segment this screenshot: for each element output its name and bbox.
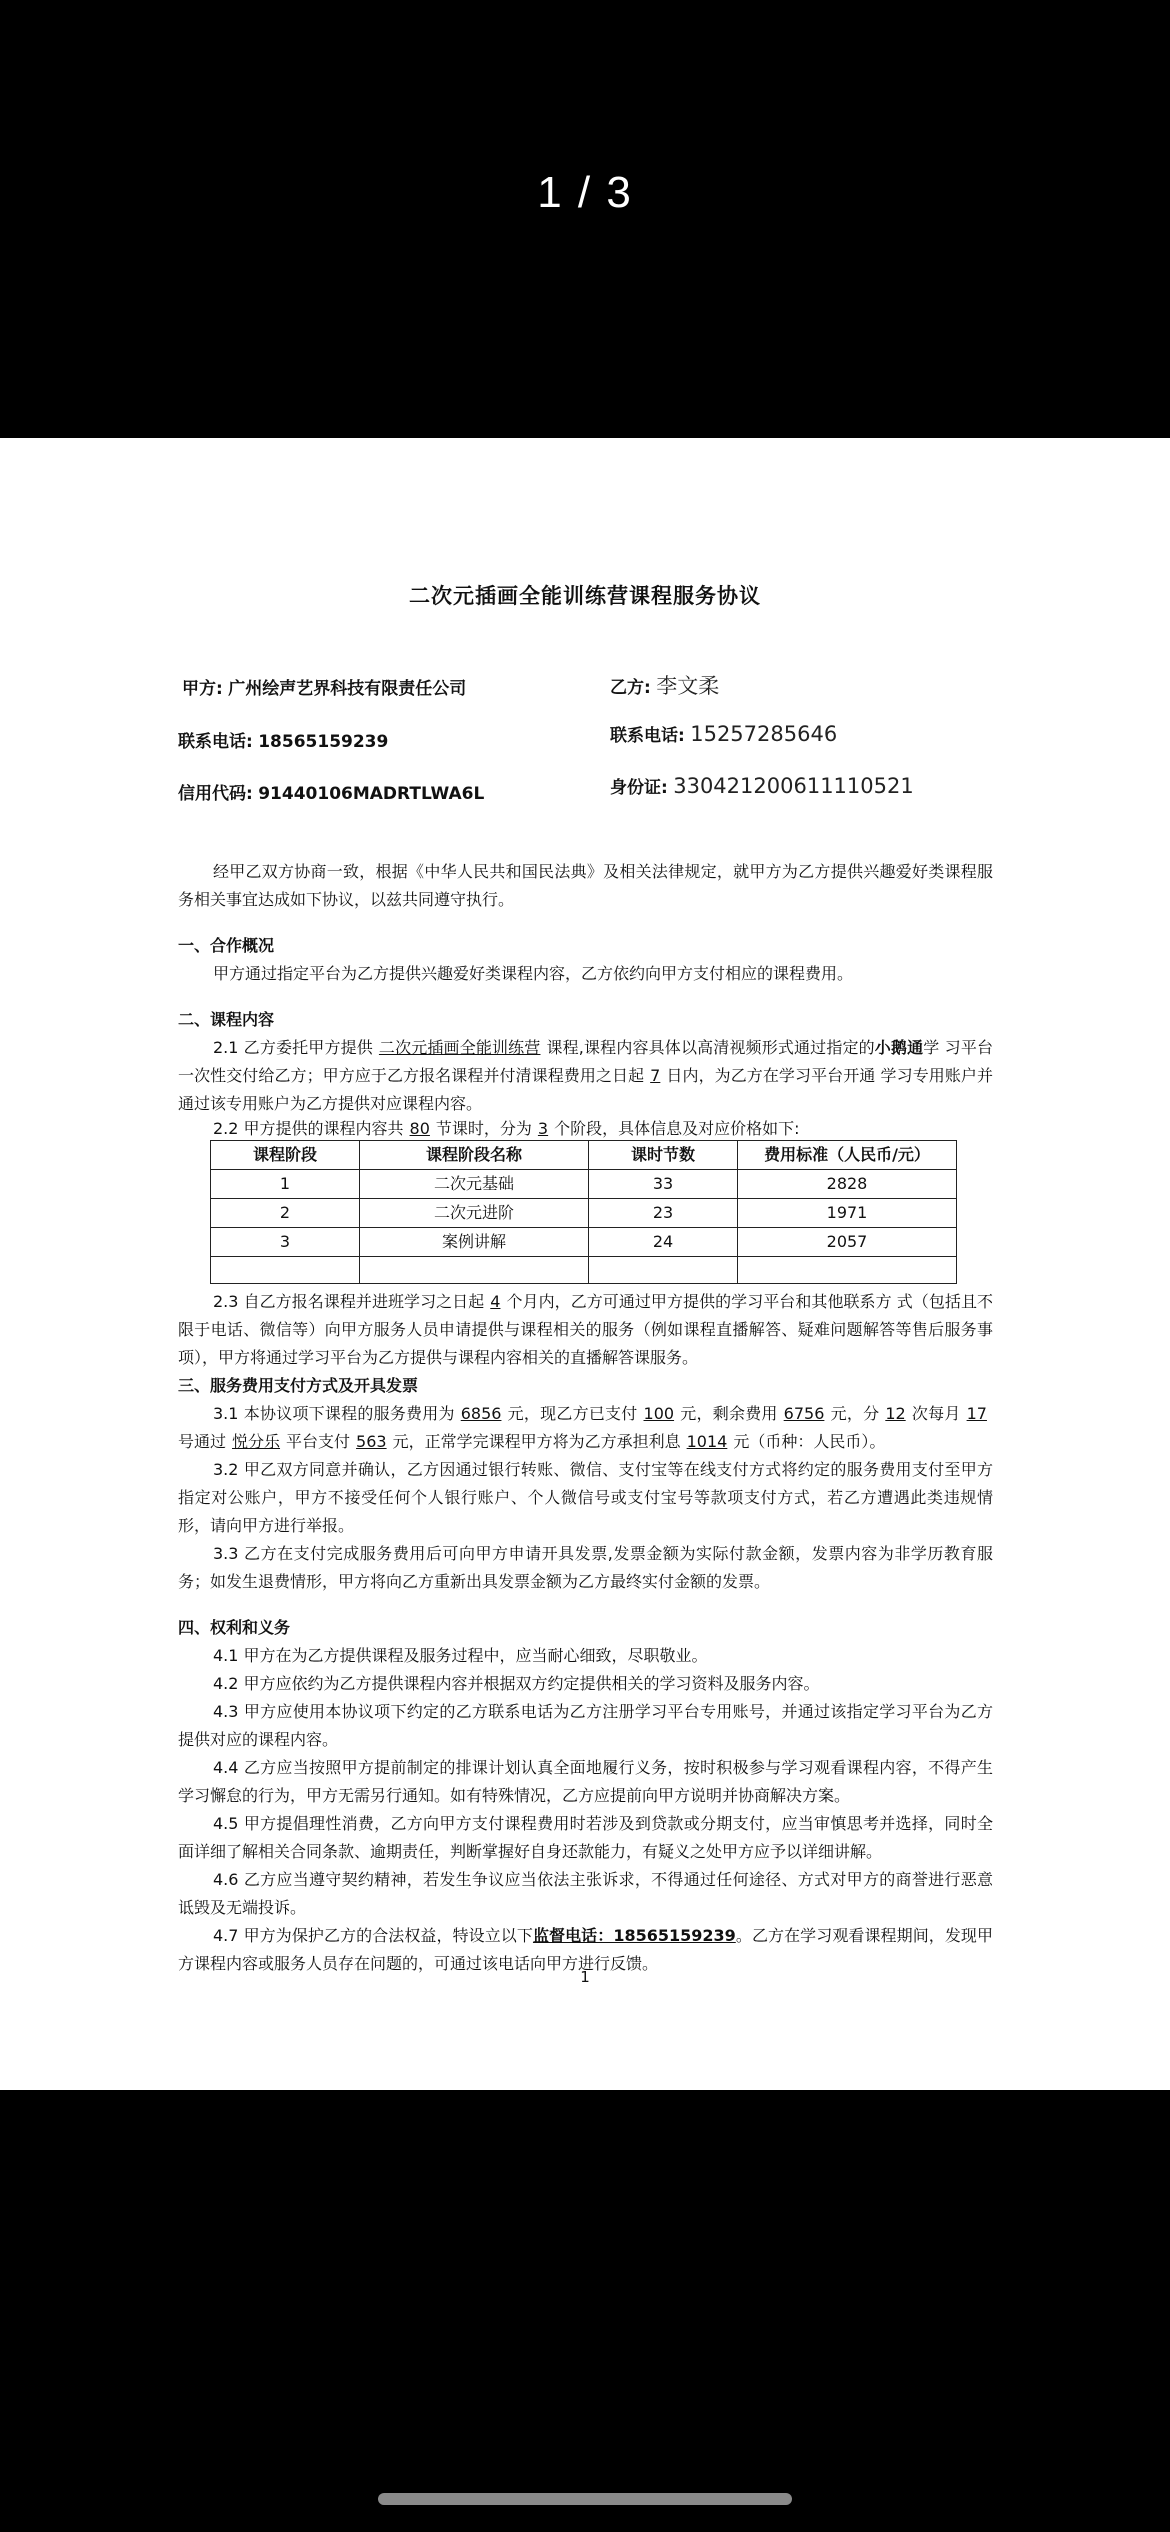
clause-3-2: 3.2 甲乙双方同意并确认，乙方因通过银行转账、微信、支付宝等在线支付方式将约定的服务费用支付至甲方指定对公账户，甲方不接受任何个人银行账户、个人微信号或支付宝号等款项支付方式，若乙方遭遇此类违规情形，请向甲方进行举报。 [178,1460,993,1535]
platform-name: 小鹅通 [874,1038,924,1057]
party-a-label: 甲方: [182,679,223,699]
fee-table [210,1140,957,1284]
party-a-name: 广州绘声艺界科技有限责任公司 [228,679,467,699]
payment-platform: 悦分乐 [232,1432,281,1451]
stage-name-cell: 案例讲解 [360,1228,589,1257]
party-a-phone-line [178,727,388,752]
stage-cell: 3 [211,1228,360,1257]
fee-cell: 1971 [738,1199,957,1228]
party-b-line [610,670,719,700]
table-row [211,1228,957,1257]
stage-count: 3 [537,1119,549,1138]
header-fee: 费用标准（人民币/元） [738,1141,957,1170]
clause-4-7: 4.7 甲方为保护乙方的合法权益，特设立以下监督电话：18565159239。乙方在学习观看课程期间，发现甲方课程内容或服务人员存在问题的，可通过该电话向甲方进行反馈。 [178,1926,993,1973]
party-b-id-label: 身份证: [610,778,668,798]
clause-4-3: 4.3 甲方应使用本协议项下约定的乙方联系电话为乙方注册学习平台专用账号，并通过该指定学习平台为乙方提供对应的课程内容。 [178,1702,993,1749]
section-1-heading: 一、合作概况 [178,936,275,955]
clause-2-2: 2.2 甲方提供的课程内容共 80 节课时，分为 3 个阶段，具体信息及对应价格如下: [213,1119,800,1138]
lesson-count: 80 [409,1119,430,1138]
lessons-cell: 33 [589,1170,738,1199]
section-3-heading: 三、服务费用支付方式及开具发票 [178,1376,419,1395]
party-b-name: 李文柔 [656,674,720,698]
fee-cell: 2057 [738,1228,957,1257]
table-row-empty [211,1257,957,1284]
header-stage: 课程阶段 [211,1141,360,1170]
stage-name-cell: 二次元进阶 [360,1199,589,1228]
party-a-credit: 91440106MADRTLWA6L [258,784,485,804]
clause-4-4: 4.4 乙方应当按照甲方提前制定的排课计划认真全面地履行义务，按时积极参与学习观看课程内容，不得产生学习懈怠的行为，甲方无需另行通知。如有特殊情况，乙方应提前向甲方说明并协商解决方案。 [178,1758,993,1805]
monthly-amount: 563 [356,1432,387,1451]
page-number: 1 [580,1968,590,1986]
installment-count: 12 [885,1404,906,1423]
table-row [211,1170,957,1199]
lessons-cell: 23 [589,1199,738,1228]
stage-cell: 1 [211,1170,360,1199]
section-2-heading: 二、课程内容 [178,1010,275,1029]
fee-cell: 2828 [738,1170,957,1199]
remaining-amount: 6756 [783,1404,825,1423]
header-stage-name: 课程阶段名称 [360,1141,589,1170]
section-1-text: 甲方通过指定平台为乙方提供兴趣爱好类课程内容，乙方依约向甲方支付相应的课程费用。 [213,964,854,983]
document-title: 二次元插画全能训练营课程服务协议 [409,584,761,608]
activation-days: 7 [650,1066,661,1085]
clause-4-6: 4.6 乙方应当遵守契约精神，若发生争议应当依法主张诉求，不得通过任何途径、方式对甲方的商誉进行恶意诋毁及无端投诉。 [178,1870,993,1917]
clause-2-1: 2.1 乙方委托甲方提供 二次元插画全能训练营 课程,课程内容具体以高清视频形式通过指定的小鹅通学 习平台一次性交付给乙方；甲方应于乙方报名课程并付清课程费用之日起 7 日内，为乙方在学习平台开通 学习专用账户并通过该专用账户为乙方提供对应课程内容。 [178,1038,993,1113]
party-b-label: 乙方: [610,678,651,698]
clause-4-5: 4.5 甲方提倡理性消费，乙方向甲方支付课程费用时若涉及到贷款或分期支付，应当审慎思考并选择，同时全面详细了解相关合同条款、逾期责任，判断掌握好自身还款能力，有疑义之处甲方应予以详细讲解。 [178,1814,993,1861]
course-name: 二次元插画全能训练营 [378,1038,541,1057]
party-b-phone: 15257285646 [690,722,838,746]
fee-table-header [211,1141,957,1170]
clause-3-3: 3.3 乙方在支付完成服务费用后可向甲方申请开具发票,发票金额为实际付款金额，发票内容为非学历教育服务；如发生退费情形，甲方将向乙方重新出具发票金额为乙方最终实付金额的发票。 [178,1544,993,1591]
party-a-credit-label: 信用代码: [178,784,253,804]
party-b-phone-line [610,721,837,746]
clause-3-1: 3.1 本协议项下课程的服务费用为 6856 元，现乙方已支付 100 元，剩余费用 6756 元，分 12 次每月 17号通过 悦分乐 平台支付 563 元，正常学完课程甲方将为乙方承担利息 1014 元（币种：人民币）。 [178,1400,993,1456]
party-a-line [182,674,466,699]
agreement-body [178,858,993,1978]
stage-cell: 2 [211,1199,360,1228]
clause-2-3: 2.3 自乙方报名课程并进班学习之日起 4 个月内，乙方可通过甲方提供的学习平台和其他联系方 式（包括且不限于电话、微信等）向甲方服务人员申请提供与课程相关的服务（例如课程直播解答、疑难问题解答等售后服务事项），甲方将通过学习平台为乙方提供与课程内容相关的直播解答课服务。 [178,1292,993,1367]
clause-4-2: 4.2 甲方应依约为乙方提供课程内容并根据双方约定提供相关的学习资料及服务内容。 [213,1674,820,1693]
payment-day: 17 [966,1404,987,1423]
party-b-phone-label: 联系电话: [610,726,685,746]
total-fee: 6856 [460,1404,502,1423]
service-months: 4 [490,1292,501,1311]
section-4-heading: 四、权利和义务 [178,1618,291,1637]
hotline: 监督电话：18565159239 [532,1926,736,1945]
document-page[interactable] [0,438,1170,2090]
lessons-cell: 24 [589,1228,738,1257]
interest-amount: 1014 [686,1432,728,1451]
intro-paragraph: 经甲乙双方协商一致，根据《中华人民共和国民法典》及相关法律规定，就甲方为乙方提供兴趣爱好类课程服务相关事宜达成如下协议，以兹共同遵守执行。 [178,862,993,909]
stage-name-cell: 二次元基础 [360,1170,589,1199]
party-b-id: 330421200611110521 [673,774,914,798]
party-a-credit-line [178,779,484,804]
home-indicator[interactable] [378,2493,792,2505]
header-lessons: 课时节数 [589,1141,738,1170]
paid-amount: 100 [643,1404,675,1423]
table-row [211,1199,957,1228]
party-a-phone: 18565159239 [258,732,389,752]
clause-4-1: 4.1 甲方在为乙方提供课程及服务过程中，应当耐心细致，尽职敬业。 [213,1646,708,1665]
party-a-phone-label: 联系电话: [178,732,253,752]
party-b-id-line [610,773,914,798]
page-indicator: 1 / 3 [537,168,633,217]
